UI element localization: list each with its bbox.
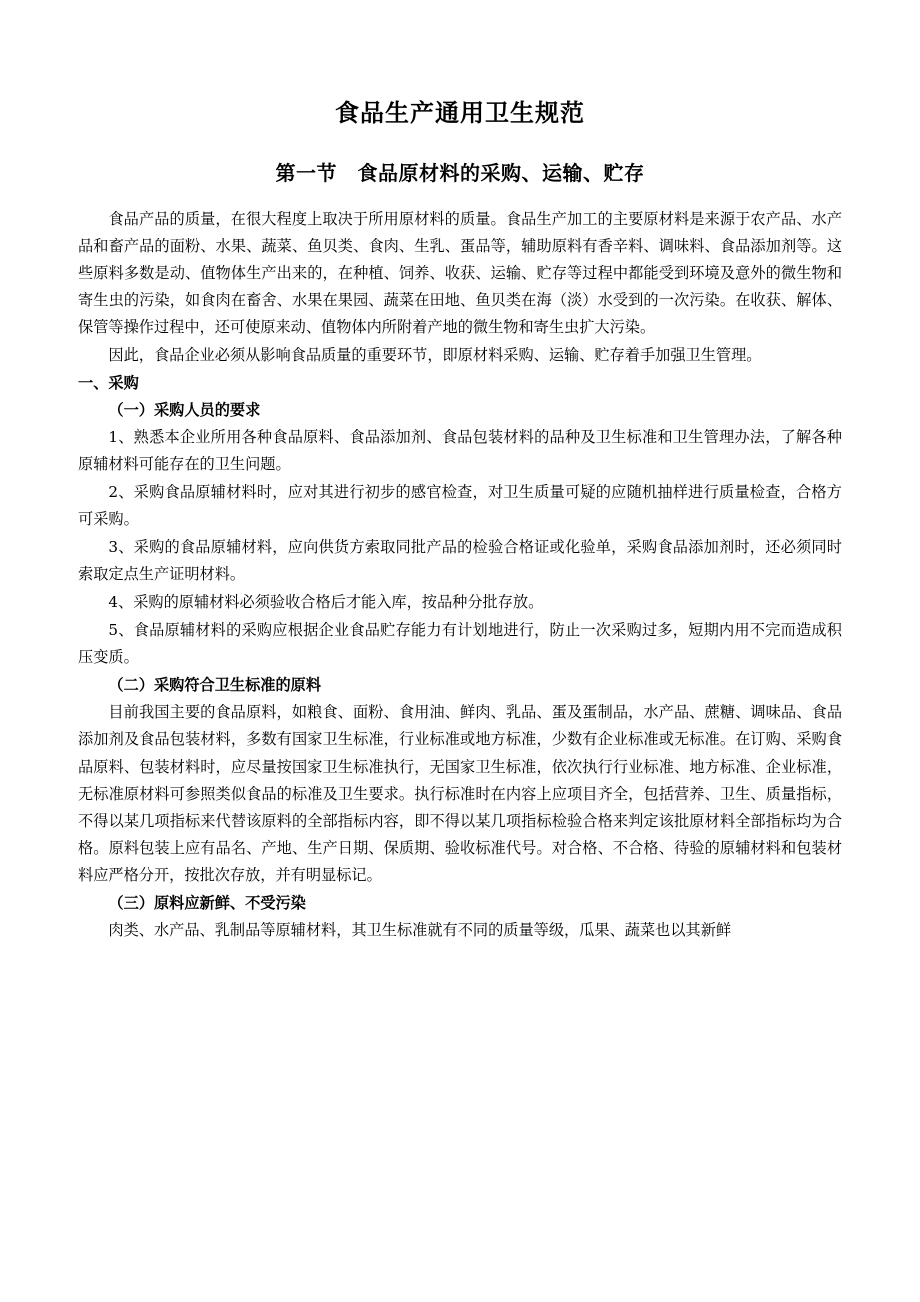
heading-level-2: （三）原料应新鲜、不受污染 bbox=[108, 893, 306, 912]
paragraph: 2、采购食品原辅材料时，应对其进行初步的感官检查，对卫生质量可疑的应随机抽样进行质量检查，合格方可采购。 bbox=[78, 483, 842, 529]
paragraph: 目前我国主要的食品原料，如粮食、面粉、食用油、鲜肉、乳品、蛋及蛋制品，水产品、蔗糖、调味品、食品添加剂及食品包装材料，多数有国家卫生标准，行业标准或地方标准，少数有企业标准或无标准。在订购、采购食品原料、包装材料时，应尽量按国家卫生标准执行，无国家卫生标准，依次执行行业标准、地方标准、企业标准，无标准原材料可参照类似食品的标准及卫生要求。执行标准时在内容上应项目齐全，包括营养、卫生、质量指标，不得以某几项指标来代替该原料的全部指标内容，即不得以某几项指标检验合格来判定该批原材料全部指标均为合格。原料包装上应有品名、产地、生产日期、保质期、验收标准代号。对合格、不合格、待验的原辅材料和包装材料应严格分开，按批次存放，并有明显标记。 bbox=[78, 703, 842, 884]
paragraph: 1、熟悉本企业所用各种食品原料、食品添加剂、食品包装材料的品种及卫生标准和卫生管理办法，了解各种原辅材料可能存在的卫生问题。 bbox=[78, 427, 842, 474]
page-title: 食品生产通用卫生规范 bbox=[335, 98, 585, 127]
paragraph: 因此，食品企业必须从影响食品质量的重要环节，即原材料采购、运输、贮存着手加强卫生管理。 bbox=[108, 345, 762, 364]
paragraph: 5、食品原辅材料的采购应根据企业食品贮存能力有计划地进行，防止一次采购过多，短期内用不完而造成积压变质。 bbox=[78, 621, 842, 667]
paragraph: 3、采购的食品原辅材料，应向供货方索取同批产品的检验合格证或化验单，采购食品添加剂时，还必须同时索取定点生产证明材料。 bbox=[78, 538, 842, 584]
section-title: 第一节 食品原材料的采购、运输、贮存 bbox=[275, 160, 645, 185]
heading-level-1: 一、采购 bbox=[78, 373, 139, 392]
heading-level-2: （二）采购符合卫生标准的原料 bbox=[108, 676, 322, 695]
paragraph: 肉类、水产品、乳制品等原辅材料，其卫生标准就有不同的质量等级，瓜果、蔬菜也以其新鲜 bbox=[108, 920, 732, 939]
document-body bbox=[78, 206, 842, 944]
paragraph: 食品产品的质量，在很大程度上取决于所用原材料的质量。食品生产加工的主要原材料是来源于农产品、水产品和畜产品的面粉、水果、蔬菜、鱼贝类、食肉、生乳、蛋品等，辅助原料有香辛料、调味料、食品添加剂等。这些原料多数是动、值物体生产出来的，在种植、饲养、收获、运输、贮存等过程中都能受到环境及意外的微生物和寄生虫的污染，如食肉在畜舍、水果在果园、蔬菜在田地、鱼贝类在海（淡）水受到的一次污染。在收获、解体、保管等操作过程中，还可使原来动、值物体内所附着产地的微生物和寄生虫扩大污染。 bbox=[78, 209, 842, 336]
paragraph: 4、采购的原辅材料必须验收合格后才能入库，按品种分批存放。 bbox=[108, 593, 544, 612]
heading-level-2: （一）采购人员的要求 bbox=[108, 400, 261, 419]
